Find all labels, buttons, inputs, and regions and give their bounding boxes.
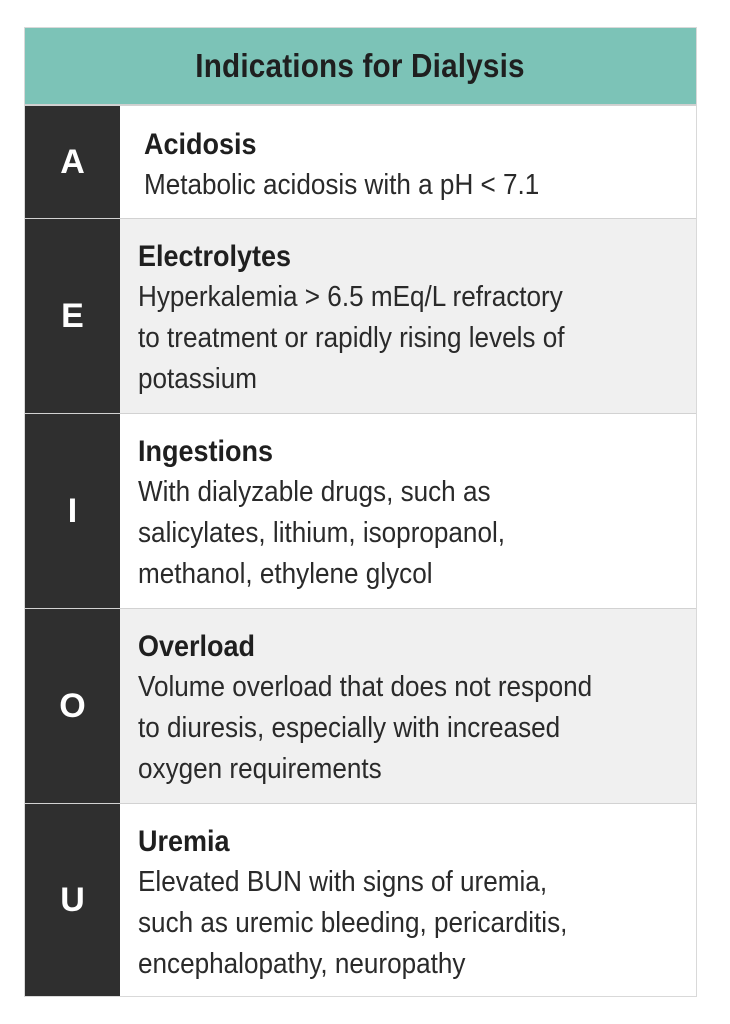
description-line: to diuresis, especially with increased xyxy=(138,712,561,744)
row-content xyxy=(120,609,696,803)
row-term: Uremia xyxy=(138,825,230,858)
description-line: Elevated BUN with signs of uremia, xyxy=(138,866,548,898)
mnemonic-letter: O xyxy=(25,609,120,803)
table-row-electrolytes xyxy=(25,218,696,413)
description-line: Metabolic acidosis with a pH < 7.1 xyxy=(144,169,540,201)
row-term: Acidosis xyxy=(144,128,257,161)
table-row-uremia xyxy=(25,803,696,996)
description-line: oxygen requirements xyxy=(138,753,382,785)
row-term: Overload xyxy=(138,630,256,663)
row-description xyxy=(138,862,681,985)
row-content xyxy=(120,804,696,996)
description-line: encephalopathy, neuropathy xyxy=(138,948,466,980)
description-line: such as uremic bleeding, pericarditis, xyxy=(138,907,568,939)
mnemonic-letter: I xyxy=(25,414,120,608)
row-term: Ingestions xyxy=(138,435,274,468)
row-description xyxy=(138,277,681,400)
row-content xyxy=(120,414,696,608)
row-description xyxy=(138,472,681,595)
table-row-acidosis xyxy=(25,105,696,218)
description-line: salicylates, lithium, isopropanol, xyxy=(138,517,506,549)
description-line: methanol, ethylene glycol xyxy=(138,558,433,590)
row-term: Electrolytes xyxy=(138,240,292,273)
row-description xyxy=(138,667,681,790)
row-description xyxy=(144,165,681,206)
table-row-ingestions xyxy=(25,413,696,608)
row-content xyxy=(120,106,696,218)
mnemonic-letter: A xyxy=(25,106,120,218)
description-line: potassium xyxy=(138,363,257,395)
dialysis-indications-table xyxy=(24,27,697,997)
description-line: to treatment or rapidly rising levels of xyxy=(138,322,565,354)
mnemonic-letter: U xyxy=(25,804,120,996)
description-line: With dialyzable drugs, such as xyxy=(138,476,491,508)
description-line: Volume overload that does not respond xyxy=(138,671,593,703)
table-row-overload xyxy=(25,608,696,803)
description-line: Hyperkalemia > 6.5 mEq/L refractory xyxy=(138,281,563,313)
row-content xyxy=(120,219,696,413)
mnemonic-letter: E xyxy=(25,219,120,413)
table-title: Indications for Dialysis xyxy=(195,47,526,84)
table-header xyxy=(25,28,696,105)
